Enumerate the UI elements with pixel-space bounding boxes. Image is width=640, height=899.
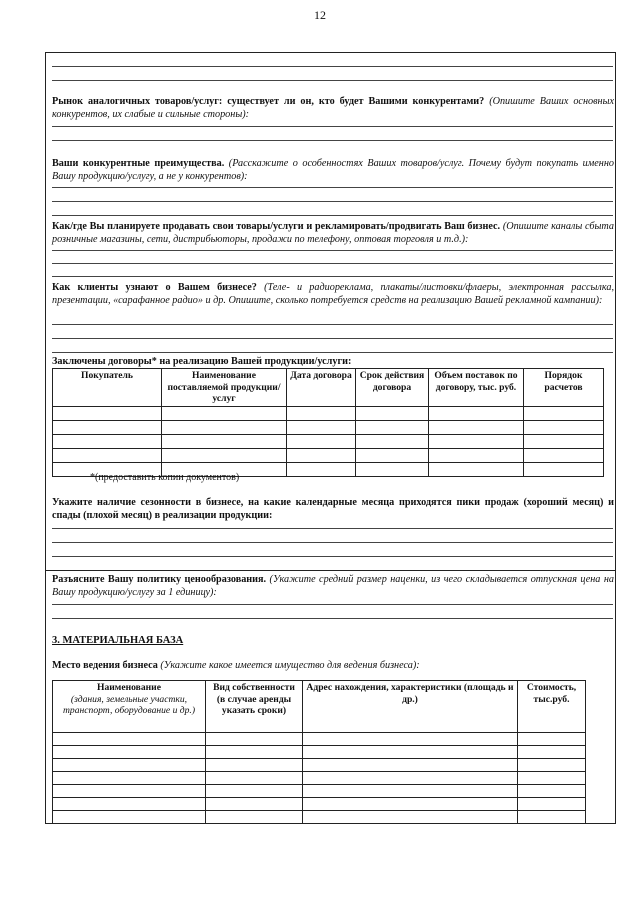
table-cell[interactable] — [287, 462, 356, 476]
table-cell[interactable] — [518, 785, 586, 798]
table-cell[interactable] — [206, 811, 303, 824]
table-cell[interactable] — [303, 759, 518, 772]
table-cell[interactable] — [206, 785, 303, 798]
table-cell[interactable] — [524, 462, 604, 476]
answer-line[interactable] — [52, 140, 613, 141]
question-marketing-bold: Как клиенты узнают о Вашем бизнесе? — [52, 282, 257, 293]
table-cell[interactable] — [53, 406, 162, 420]
table-cell[interactable] — [356, 462, 429, 476]
table-cell[interactable] — [206, 772, 303, 785]
table-cell[interactable] — [303, 798, 518, 811]
question-place-bold: Место ведения бизнеса — [52, 660, 158, 671]
contracts-footnote: *(предоставить копии документов) — [90, 472, 240, 483]
table-cell[interactable] — [518, 746, 586, 759]
table-cell[interactable] — [518, 733, 586, 746]
table-row — [53, 759, 586, 772]
table-cell[interactable] — [518, 772, 586, 785]
separator — [45, 570, 616, 571]
table-cell[interactable] — [206, 746, 303, 759]
table-cell[interactable] — [303, 811, 518, 824]
table-cell[interactable] — [53, 746, 206, 759]
answer-line[interactable] — [52, 250, 613, 251]
answer-line[interactable] — [52, 604, 613, 605]
answer-line[interactable] — [52, 80, 613, 81]
table-cell[interactable] — [303, 785, 518, 798]
table-cell[interactable] — [287, 434, 356, 448]
table-cell[interactable] — [53, 759, 206, 772]
table-cell[interactable] — [53, 811, 206, 824]
property-header-name — [53, 681, 206, 733]
answer-line[interactable] — [52, 66, 613, 67]
table-cell[interactable] — [162, 420, 287, 434]
answer-line[interactable] — [52, 201, 613, 202]
contracts-header-product: Наименование поставляемой продукции/услуг — [162, 369, 287, 407]
question-marketing-hint: (Теле- и радиореклама, плакаты/листовки/флаеры, электронная рассылка, презентации, «сарафанное радио» и др. Опишите, сколько потребуется средств на реализацию Вашей рекламной кампании): — [52, 282, 614, 306]
answer-line[interactable] — [52, 187, 613, 188]
table-cell[interactable] — [53, 785, 206, 798]
table-cell[interactable] — [524, 448, 604, 462]
question-competitors-hint: (Опишите Ваших основных конкурентов, их слабые и сильные стороны): — [52, 96, 614, 120]
table-cell[interactable] — [356, 448, 429, 462]
answer-line[interactable] — [52, 126, 613, 127]
page-number: 12 — [314, 8, 326, 22]
question-pricing-bold: Разъясните Вашу политику ценообразования. — [52, 574, 267, 585]
answer-line[interactable] — [52, 276, 613, 277]
answer-line[interactable] — [52, 542, 613, 543]
answer-line[interactable] — [52, 528, 613, 529]
table-cell[interactable] — [53, 448, 162, 462]
table-row — [53, 811, 586, 824]
answer-line[interactable] — [52, 215, 613, 216]
contracts-header-volume: Объем поставок по договору, тыс. руб. — [429, 369, 524, 407]
table-cell[interactable] — [287, 448, 356, 462]
table-cell[interactable] — [287, 406, 356, 420]
table-cell[interactable] — [162, 406, 287, 420]
contracts-header-buyer: Покупатель — [53, 369, 162, 407]
answer-line[interactable] — [52, 352, 613, 353]
question-competitors — [52, 96, 614, 121]
table-row — [53, 406, 604, 420]
table-cell[interactable] — [429, 406, 524, 420]
table-cell[interactable] — [53, 798, 206, 811]
property-header-name-bold: Наименование — [97, 682, 161, 693]
table-cell[interactable] — [524, 406, 604, 420]
table-cell[interactable] — [429, 462, 524, 476]
table-cell[interactable] — [206, 733, 303, 746]
table-cell[interactable] — [287, 420, 356, 434]
table-cell[interactable] — [356, 420, 429, 434]
table-cell[interactable] — [518, 798, 586, 811]
table-cell[interactable] — [53, 434, 162, 448]
question-advantages — [52, 158, 614, 183]
table-cell[interactable] — [303, 733, 518, 746]
question-sales-bold: Как/где Вы планируете продавать свои товары/услуги и рекламировать/продвигать Ваш бизнес. — [52, 221, 501, 232]
answer-line[interactable] — [52, 324, 613, 325]
table-cell[interactable] — [53, 420, 162, 434]
question-sales-hint: (Опишите каналы сбыта розничные магазины, сети, дистрибьюторы, продажи по телефону, оптовая торговля и т.д.): — [52, 221, 614, 245]
question-seasonality: Укажите наличие сезонности в бизнесе, на какие календарные месяца приходятся пики продаж (хороший месяц) и спады (плохой месяц) в реализации продукции: — [52, 497, 614, 521]
table-cell[interactable] — [303, 772, 518, 785]
table-cell[interactable] — [53, 733, 206, 746]
table-cell[interactable] — [518, 811, 586, 824]
table-cell[interactable] — [356, 434, 429, 448]
table-row — [53, 434, 604, 448]
contracts-table — [52, 368, 604, 477]
contracts-title: Заключены договоры* на реализацию Вашей продукции/услуги: — [52, 356, 352, 367]
table-row — [53, 733, 586, 746]
contracts-header-date: Дата договора — [287, 369, 356, 407]
table-cell[interactable] — [429, 448, 524, 462]
answer-line[interactable] — [52, 338, 613, 339]
question-place-hint: (Укажите какое имеется имущество для ведения бизнеса): — [160, 660, 420, 671]
contracts-header-term: Срок действия договора — [356, 369, 429, 407]
table-cell[interactable] — [162, 448, 287, 462]
table-row — [53, 448, 604, 462]
table-cell[interactable] — [206, 798, 303, 811]
table-cell[interactable] — [162, 434, 287, 448]
question-advantages-hint: (Расскажите о особенностях Ваших товаров/услуг. Почему будут покупать именно Вашу продукцию/услугу, а не у конкурентов): — [52, 158, 614, 182]
table-row — [53, 420, 604, 434]
answer-line[interactable] — [52, 618, 613, 619]
property-header-name-hint: (здания, земельные участки, транспорт, оборудование и др.) — [62, 693, 196, 716]
question-marketing — [52, 282, 614, 307]
table-cell[interactable] — [303, 746, 518, 759]
table-row — [53, 746, 586, 759]
table-row — [53, 785, 586, 798]
contracts-header-payment: Порядок расчетов — [524, 369, 604, 407]
table-row — [53, 798, 586, 811]
table-cell[interactable] — [524, 420, 604, 434]
question-pricing — [52, 574, 614, 599]
answer-line[interactable] — [52, 263, 613, 264]
table-row — [53, 772, 586, 785]
question-advantages-bold: Ваши конкурентные преимущества. — [52, 158, 225, 169]
question-pricing-hint: (Укажите средний размер наценки, из чего складывается отпускная цена на Вашу продукцию/услугу за 1 единицу): — [52, 574, 615, 598]
property-header-cost: Стоимость, тыс.руб. — [518, 681, 586, 733]
question-place — [52, 660, 614, 673]
table-cell[interactable] — [206, 759, 303, 772]
table-cell[interactable] — [524, 434, 604, 448]
property-table — [52, 680, 586, 824]
answer-line[interactable] — [52, 556, 613, 557]
table-cell[interactable] — [356, 406, 429, 420]
question-competitors-bold: Рынок аналогичных товаров/услуг: существует ли он, кто будет Вашими конкурентами? — [52, 96, 485, 107]
question-sales — [52, 221, 614, 246]
section-title: 3. МАТЕРИАЛЬНАЯ БАЗА — [52, 635, 184, 646]
property-header-address: Адрес нахождения, характеристики (площадь и др.) — [303, 681, 518, 733]
property-header-ownership: Вид собственности (в случае аренды указать сроки) — [206, 681, 303, 733]
table-cell[interactable] — [429, 434, 524, 448]
table-cell[interactable] — [518, 759, 586, 772]
table-cell[interactable] — [429, 420, 524, 434]
table-cell[interactable] — [53, 772, 206, 785]
